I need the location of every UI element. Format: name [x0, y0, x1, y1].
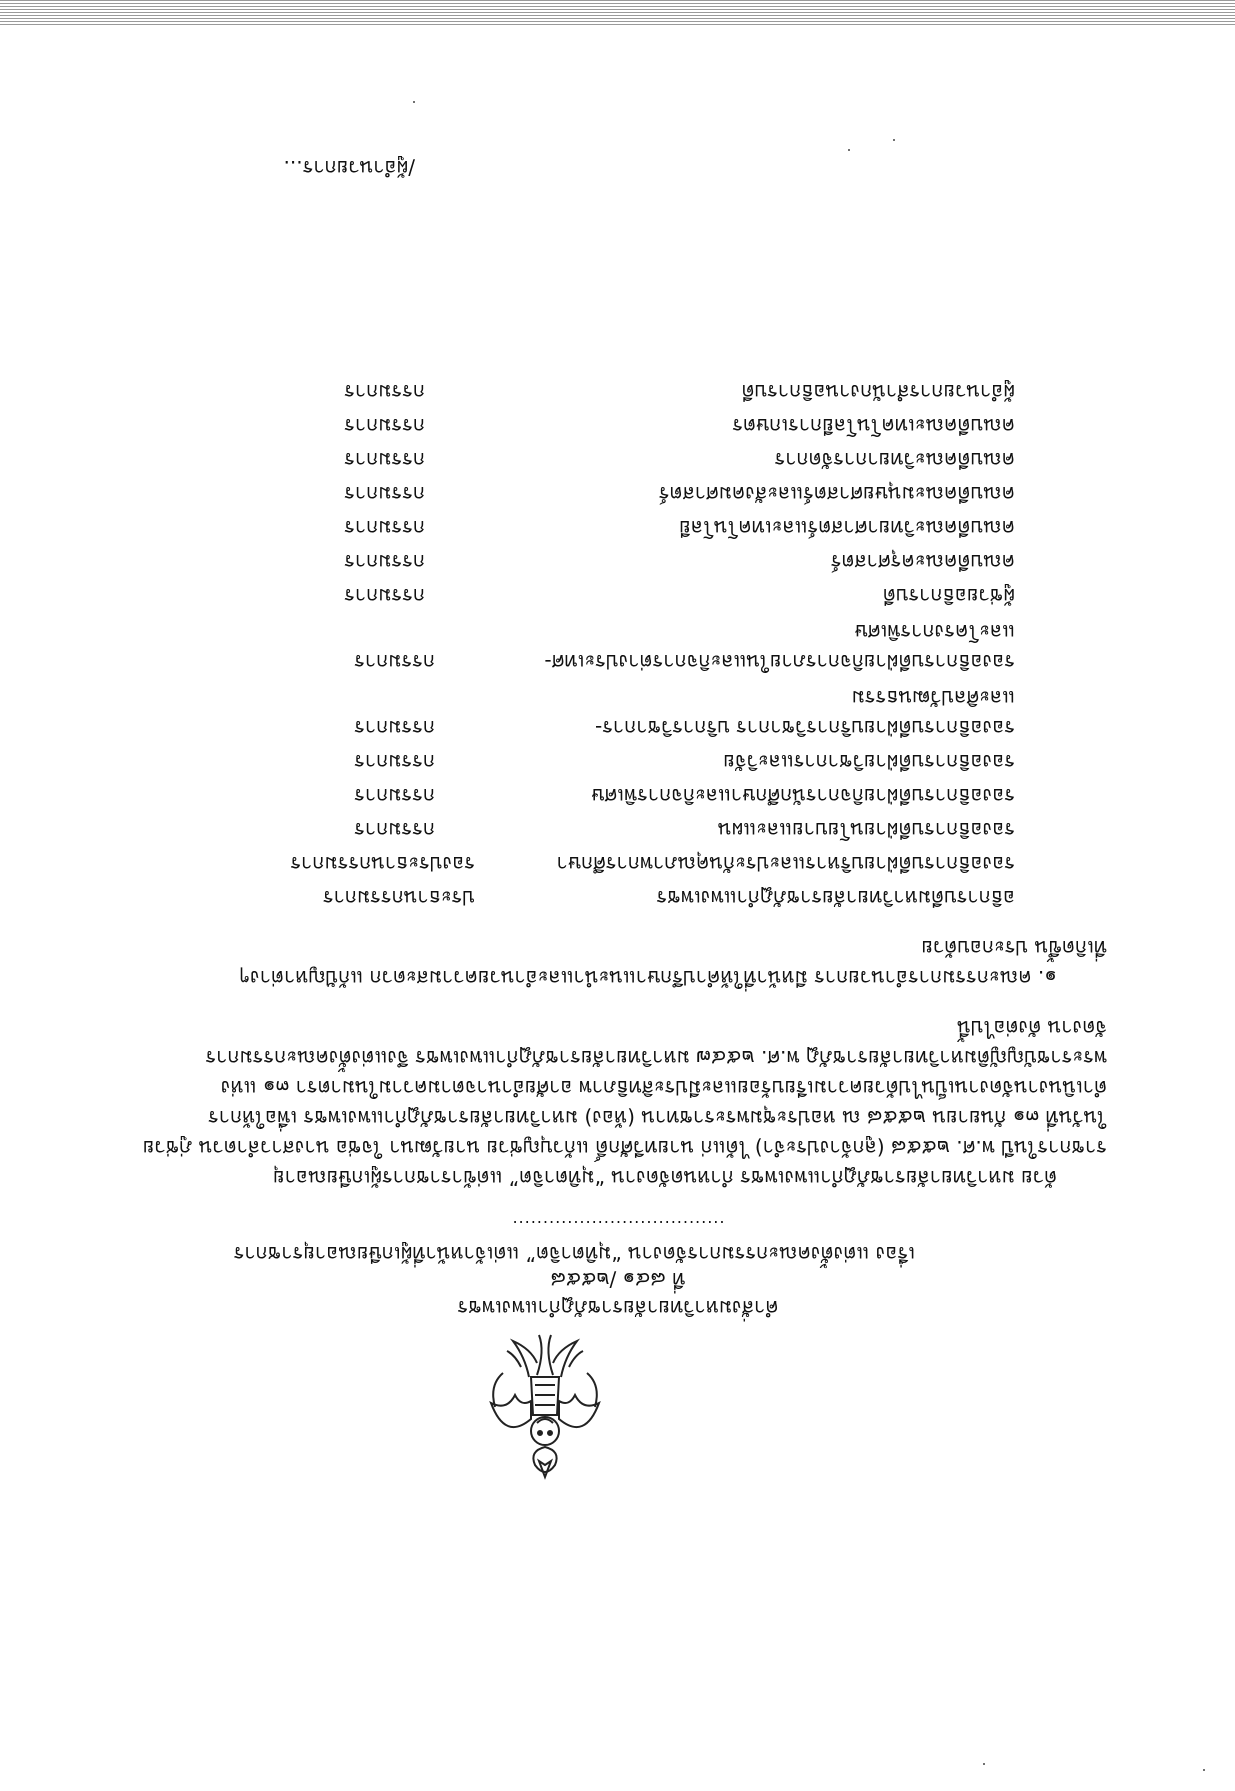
intro-line-1: ด้วย มหาวิทยาลัยราชภัฏกำแพงเพชร กำหนดจัดงาน “มุทิตาจิต” แด่ข้าราชการผู้เกษียณอายุ	[272, 1166, 1057, 1190]
scan-speck	[893, 139, 895, 141]
member-role: กรรมการ	[354, 784, 435, 808]
continuation-marker: /ผู้อำนวยการ...	[283, 156, 415, 180]
member-name: และโครงการพิเศษ	[854, 620, 1015, 644]
intro-line-5: พระราชบัญญัติมหาวิทยาลัยราชภัฏ พ.ศ. ๒๕๔๗ มหาวิทยาลัยราชภัฏกำแพงเพชร จึงแต่งตั้งคณะกรรมการ	[205, 1046, 1107, 1070]
member-name: และศิลปวัฒนธรรม	[851, 686, 1015, 710]
member-name: รองอธิการบดีฝ่ายกิจการภายในและกิจการต่างประเทศ-	[544, 650, 1015, 674]
garuda-emblem-icon	[485, 1331, 605, 1481]
section-1-heading-cont: ที่เกิดขึ้น ประกอบด้วย	[921, 936, 1107, 960]
intro-line-4: ดำเนินงานจัดงานเป็นไปด้วยความเรียบร้อยและมีประสิทธิภาพ อาศัยอำนาจตามความในมาตรา ๓๑ แห่ง	[220, 1076, 1107, 1100]
scan-speck	[413, 101, 415, 103]
member-role: กรรมการ	[344, 448, 425, 472]
member-name: รองอธิการบดีฝ่ายบริการวิชาการ บริการวิชาการ-	[594, 716, 1015, 740]
document-title: คำสั่งมหาวิทยาลัยราชภัฏกำแพงเพชร	[457, 1296, 779, 1320]
member-name: ผู้อำนวยการสำนักงานอธิการบดี	[741, 380, 1015, 404]
member-role: กรรมการ	[354, 716, 435, 740]
member-name: คณบดีคณะวิทยาศาสตร์และเทคโนโลยี	[679, 516, 1015, 540]
member-name: รองอธิการบดีฝ่ายบริหารและประกันคุณภาพการศึกษา	[556, 852, 1015, 876]
member-name: รองอธิการบดีฝ่ายวิชาการและวิจัย	[723, 750, 1015, 774]
member-role: กรรมการ	[344, 584, 425, 608]
member-role: กรรมการ	[344, 550, 425, 574]
scan-speck	[848, 149, 850, 151]
scan-speck	[1203, 1769, 1205, 1771]
scan-speck	[983, 1763, 985, 1765]
member-name: รองอธิการบดีฝ่ายกิจการนักศึกษาและกิจการพิเศษ	[591, 784, 1015, 808]
section-1-heading: ๑. คณะกรรมการอำนวยการ มีหน้าที่ให้คำปรึกษาแนะนำและอำนวยความสะดวก แก้ปัญหาต่างๆ	[239, 966, 1057, 990]
member-role: รองประธานกรรมการ	[290, 852, 475, 876]
member-name: คณบดีคณะวิทยาการจัดการ	[774, 448, 1015, 472]
member-role: กรรมการ	[354, 650, 435, 674]
intro-line-2: ราชการในปี พ.ศ. ๒๕๕๘ (ลูกจ้างประจำ) ได้แก่ นายทวีศักดิ์ แก้วบุญช่วย นายวัฒนา ใจช่อ นางสาวลำดวน ภู่ช่วย	[142, 1136, 1107, 1160]
member-name: คณบดีคณะครุศาสตร์	[830, 550, 1015, 574]
document-subject: เรื่อง แต่งตั้งคณะกรรมการจัดงาน “มุทิตาจิต” แด่เจ้าหน้าที่ผู้เกษียณอายุราชการ	[233, 1242, 915, 1266]
document-number: ที่ ๘๔๑ /๒๕๕๘	[550, 1268, 686, 1292]
member-role: กรรมการ	[354, 750, 435, 774]
member-name: ผู้ช่วยอธิการบดี	[882, 584, 1015, 608]
member-role: กรรมการ	[354, 818, 435, 842]
member-role: กรรมการ	[344, 380, 425, 404]
title-divider: ...................................	[511, 1217, 725, 1236]
member-name: อธิการบดีมหาวิทยาลัยราชภัฏกำแพงเพชร	[656, 886, 1015, 910]
member-role: กรรมการ	[344, 482, 425, 506]
member-role: กรรมการ	[344, 516, 425, 540]
member-role: กรรมการ	[344, 414, 425, 438]
member-name: คณบดีคณะเทคโนโลยีการเกษตร	[732, 414, 1015, 438]
member-role: ประธานกรรมการ	[322, 886, 475, 910]
member-name: คณบดีคณะมนุษยศาสตร์และสังคมศาสตร์	[658, 482, 1015, 506]
intro-line-6: จัดงาน ดังต่อไปนี้	[957, 1016, 1107, 1040]
intro-line-3: ในวันที่ ๓๑ กันยายน ๒๕๕๘ ณ หอประชุมพระราชทาน (ห้อง) มหาวิทยาลัยราชภัฏกำแพงเพชร เพื่อให้การ	[208, 1106, 1107, 1130]
member-name: รองอธิการบดีฝ่ายนโยบายและแผน	[717, 818, 1015, 842]
